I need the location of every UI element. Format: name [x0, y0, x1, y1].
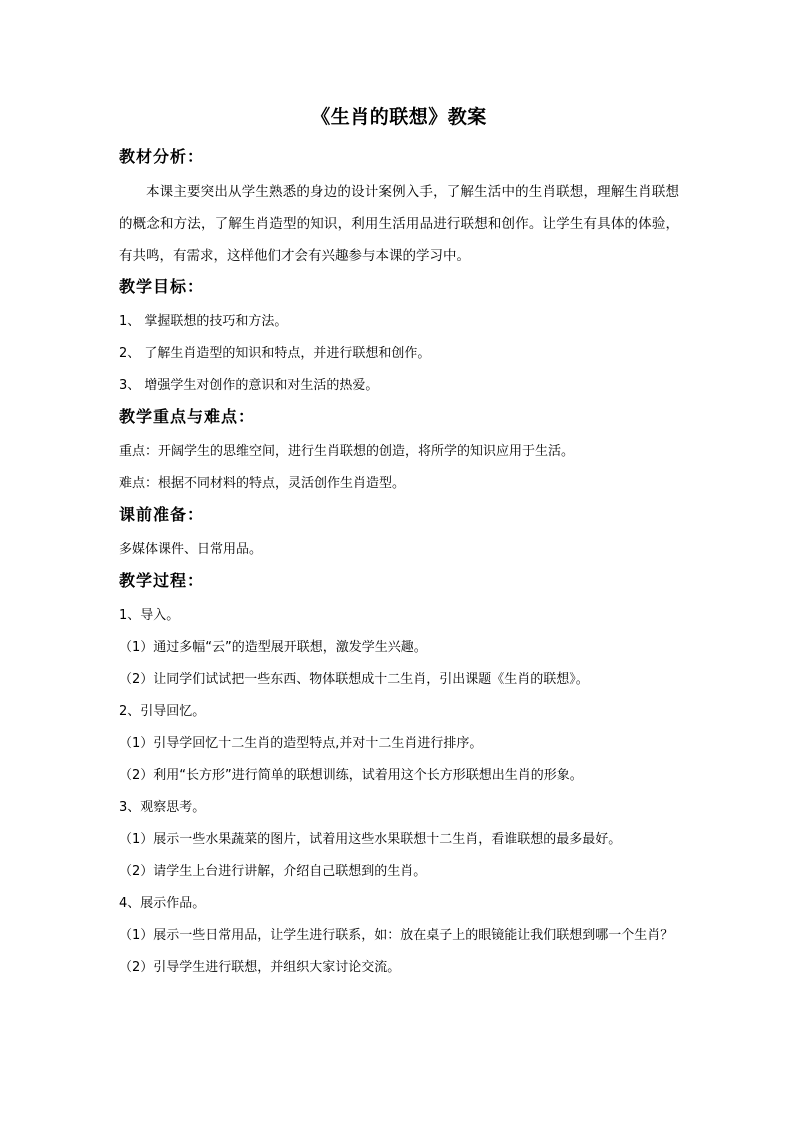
- process-step: 3、观察思考。: [119, 800, 206, 815]
- section-objectives: [119, 274, 679, 402]
- preparation-text: 多媒体课件、日常用品。: [119, 542, 263, 557]
- process-substep: （1）展示一些水果蔬菜的图片，试着用这些水果联想十二生肖，看谁联想的最多最好。: [119, 832, 622, 847]
- section-heading: 教学过程：: [119, 571, 205, 590]
- process-substep: （2）让同学们试试把一些东西、物体联想成十二生肖，引出课题《生肖的联想》。: [119, 672, 589, 687]
- process-substep: （1）通过多幅“云”的造型展开联想，激发学生兴趣。: [119, 640, 427, 655]
- process-step: 2、引导回忆。: [119, 704, 206, 719]
- process-substep: （1）展示一些日常用品，让学生进行联系，如：放在桌子上的眼镜能让我们联想到哪一个生肖？: [119, 928, 674, 943]
- objective-item: 1、 掌握联想的技巧和方法。: [119, 314, 288, 329]
- objective-item: 3、 增强学生对创作的意识和对生活的热爱。: [119, 378, 379, 393]
- analysis-paragraph: 本课主要突出从学生熟悉的身边的设计案例入手，了解生活中的生肖联想，理解生肖联想的概念和方法，了解生肖造型的知识，利用生活用品进行联想和创作。让学生有具体的体验，有共鸣，有需求，这样他们才会有兴趣参与本课的学习中。: [119, 184, 679, 264]
- key-point-text: 重点：开阔学生的思维空间，进行生肖联想的创造，将所学的知识应用于生活。: [119, 444, 575, 459]
- process-substep: （2）请学生上台进行讲解，介绍自己联想到的生肖。: [119, 864, 427, 879]
- section-preparation: [119, 502, 679, 566]
- page-title: 《生肖的联想》教案: [311, 106, 487, 128]
- process-step: 1、导入。: [119, 608, 180, 623]
- process-step: 4、展示作品。: [119, 896, 206, 911]
- section-heading: 教学重点与难点：: [119, 407, 256, 426]
- process-substep: （2）利用“长方形”进行简单的联想训练，试着用这个长方形联想出生肖的形象。: [119, 768, 583, 783]
- objective-item: 2、 了解生肖造型的知识和特点，并进行联想和创作。: [119, 346, 431, 361]
- process-substep: （2）引导学生进行联想，并组织大家讨论交流。: [119, 960, 401, 975]
- lesson-plan: [119, 102, 679, 984]
- section-analysis: [119, 144, 679, 272]
- section-heading: 教材分析：: [119, 147, 205, 166]
- section-process: [119, 568, 679, 984]
- section-key-points: [119, 404, 679, 500]
- section-heading: 课前准备：: [119, 505, 205, 524]
- process-substep: （1）引导学回忆十二生肖的造型特点,并对十二生肖进行排序。: [119, 736, 483, 751]
- section-heading: 教学目标：: [119, 277, 205, 296]
- difficulty-text: 难点：根据不同材料的特点，灵活创作生肖造型。: [119, 476, 406, 491]
